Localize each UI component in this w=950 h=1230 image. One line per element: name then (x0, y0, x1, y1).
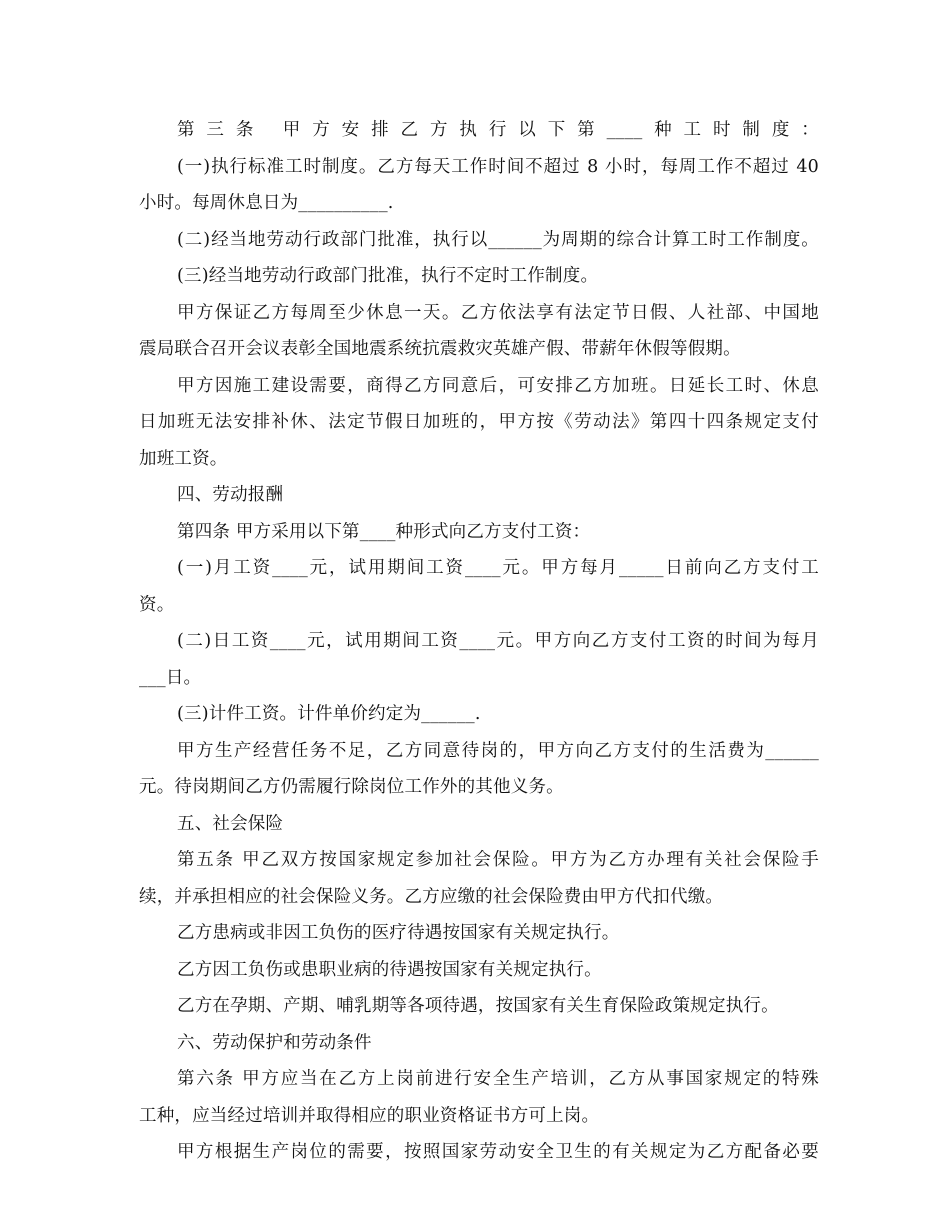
paragraph-line: 加班工资。 (139, 449, 228, 469)
paragraph-line: 元。待岗期间乙方仍需履行除岗位工作外的其他义务。 (139, 777, 564, 797)
article-3-heading: 第三条 甲方安排乙方执行以下第____种工时制度： (177, 120, 819, 140)
article-6-heading: 第六条 甲方应当在乙方上岗前进行安全生产培训，乙方从事国家规定的特殊 (177, 1069, 819, 1089)
paragraph-line: 续，并承担相应的社会保险义务。乙方应缴的社会保险费由甲方代扣代缴。 (139, 887, 724, 907)
paragraph-line: 资。 (139, 595, 175, 615)
paragraph-line: 甲方保证乙方每周至少休息一天。乙方依法享有法定节日假、人社部、中国地 (177, 303, 819, 323)
paragraph-line: 小时。每周休息日为__________. (139, 193, 394, 213)
paragraph-line: 乙方在孕期、产期、哺乳期等各项待遇，按国家有关生育保险政策规定执行。 (177, 996, 779, 1016)
article-4-heading: 第四条 甲方采用以下第____种形式向乙方支付工资： (177, 522, 591, 542)
paragraph-line: (三)计件工资。计件单价约定为______. (177, 704, 481, 724)
paragraph-line: (二)经当地劳动行政部门批准，执行以______为周期的综合计算工时工作制度。 (177, 230, 819, 250)
paragraph-line: (二)日工资____元，试用期间工资____元。甲方向乙方支付工资的时间为每月 (177, 631, 819, 651)
section-5-heading: 五、社会保险 (177, 814, 284, 834)
paragraph-line: 甲方因施工建设需要，商得乙方同意后，可安排乙方加班。日延长工时、休息 (177, 376, 819, 396)
paragraph-line: ___日。 (139, 668, 202, 688)
paragraph-line: 震局联合召开会议表彰全国地震系统抗震救灾英雄产假、带薪年休假等假期。 (139, 339, 741, 359)
paragraph-line: (一)执行标准工时制度。乙方每天工作时间不超过 8 小时，每周工作不超过 40 (177, 157, 819, 177)
section-6-heading: 六、劳动保护和劳动条件 (177, 1033, 372, 1053)
paragraph-line: (一)月工资____元，试用期间工资____元。甲方每月_____日前向乙方支付工 (177, 558, 819, 578)
paragraph-line: 乙方因工负伤或患职业病的待遇按国家有关规定执行。 (177, 960, 602, 980)
paragraph-line: 甲方生产经营任务不足，乙方同意待岗的，甲方向乙方支付的生活费为______ (177, 741, 819, 761)
paragraph-line: 甲方根据生产岗位的需要，按照国家劳动安全卫生的有关规定为乙方配备必要 (177, 1142, 819, 1162)
article-5-heading: 第五条 甲乙双方按国家规定参加社会保险。甲方为乙方办理有关社会保险手 (177, 850, 819, 870)
paragraph-line: 工种，应当经过培训并取得相应的职业资格证书方可上岗。 (139, 1106, 600, 1126)
paragraph-line: (三)经当地劳动行政部门批准，执行不定时工作制度。 (177, 266, 599, 286)
section-4-heading: 四、劳动报酬 (177, 485, 284, 505)
paragraph-line: 乙方患病或非因工负伤的医疗待遇按国家有关规定执行。 (177, 923, 620, 943)
paragraph-line: 日加班无法安排补休、法定节假日加班的，甲方按《劳动法》第四十四条规定支付 (139, 412, 819, 432)
